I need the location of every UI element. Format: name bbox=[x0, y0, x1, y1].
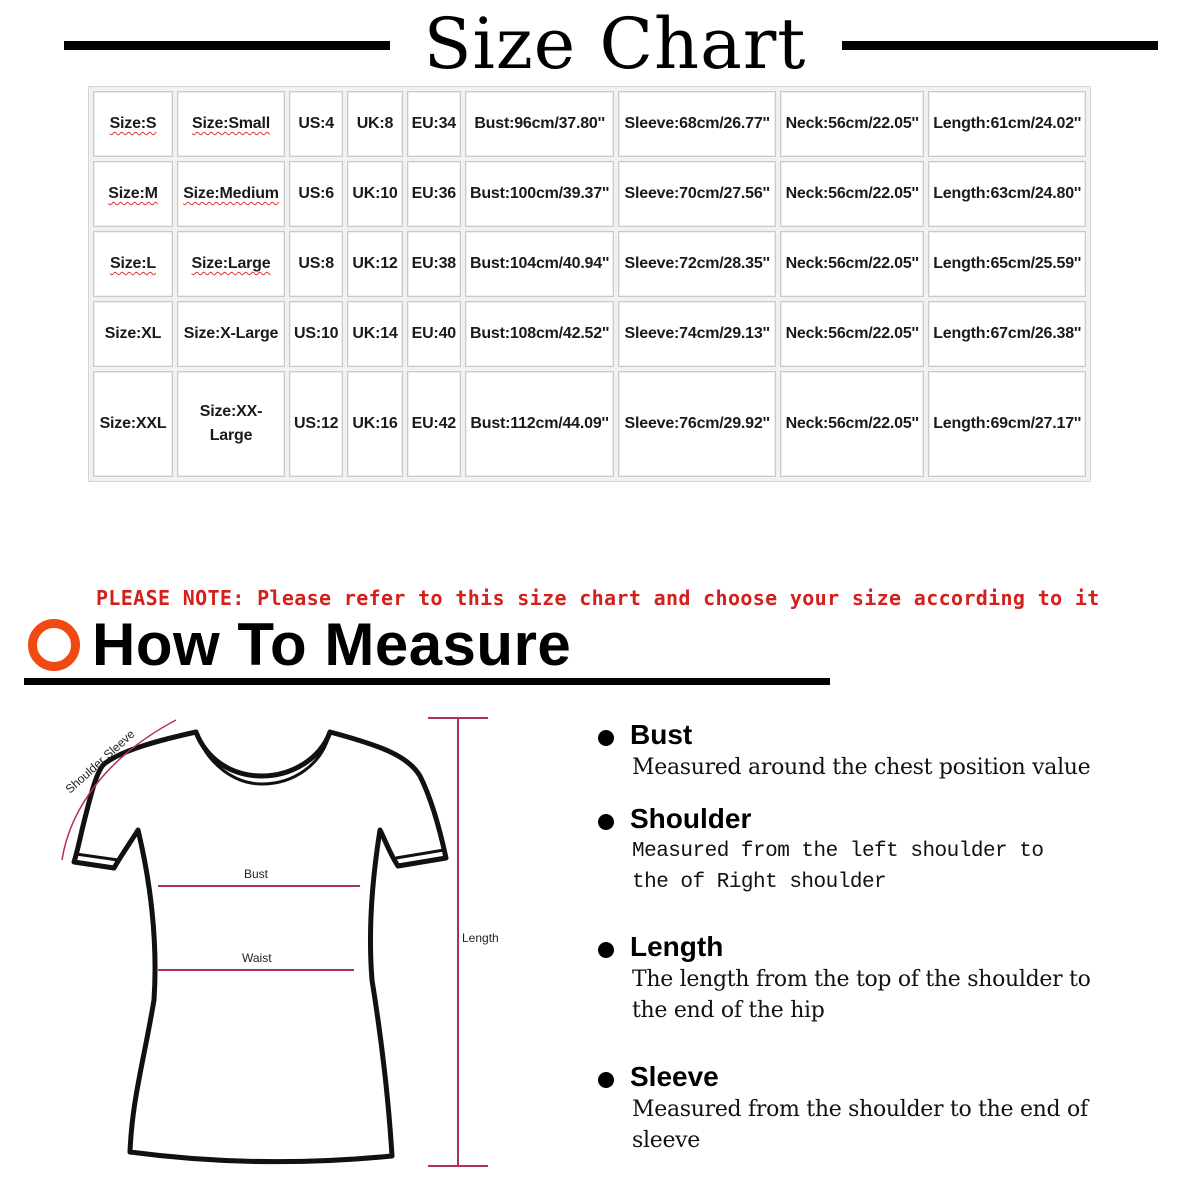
cell-sleeve: Sleeve:68cm/26.77'' bbox=[618, 91, 776, 157]
cell-bust: Bust:104cm/40.94'' bbox=[465, 231, 614, 297]
cell-uk: UK:10 bbox=[347, 161, 402, 227]
cell-size-name: Size:Large bbox=[177, 231, 285, 297]
right-sleeve-hem bbox=[396, 850, 444, 858]
cell-bust: Bust:100cm/39.37'' bbox=[465, 161, 614, 227]
cell-length: Length:69cm/27.17'' bbox=[928, 371, 1086, 477]
bullet-icon bbox=[598, 942, 614, 958]
definition-desc: Measured from the shoulder to the end of sleeve bbox=[632, 1097, 1088, 1153]
cell-us: US:12 bbox=[289, 371, 343, 477]
cell-size-name: Size:Small bbox=[177, 91, 285, 157]
cell-length: Length:67cm/26.38'' bbox=[928, 301, 1086, 367]
how-to-measure-heading: How To Measure bbox=[92, 611, 572, 678]
heading-underline bbox=[24, 678, 830, 685]
table-row bbox=[93, 371, 1086, 477]
cell-size-code: Size:S bbox=[93, 91, 173, 157]
cell-sleeve: Sleeve:70cm/27.56'' bbox=[618, 161, 776, 227]
cell-neck: Neck:56cm/22.05'' bbox=[780, 301, 924, 367]
cell-size-code: Size:M bbox=[93, 161, 173, 227]
cell-size-name: Size:Medium bbox=[177, 161, 285, 227]
definition-term: Bust bbox=[630, 719, 693, 750]
definition-term: Length bbox=[630, 931, 724, 962]
cell-us: US:6 bbox=[289, 161, 343, 227]
cell-eu: EU:34 bbox=[407, 91, 461, 157]
cell-size-code: Size:L bbox=[93, 231, 173, 297]
bullet-icon bbox=[598, 814, 614, 830]
cell-us: US:8 bbox=[289, 231, 343, 297]
title-rule-right bbox=[842, 41, 1158, 50]
title-row bbox=[0, 0, 1200, 90]
shoulder-sleeve-label: Shoulder Sleeve bbox=[62, 726, 138, 797]
cell-eu: EU:40 bbox=[407, 301, 461, 367]
cell-sleeve: Sleeve:76cm/29.92'' bbox=[618, 371, 776, 477]
cell-length: Length:63cm/24.80'' bbox=[928, 161, 1086, 227]
cell-size-code: Size:XL bbox=[93, 301, 173, 367]
bullet-icon bbox=[598, 730, 614, 746]
definition-desc: Measured from the left shoulder to the of Right shoulder bbox=[632, 840, 1044, 894]
left-sleeve-hem bbox=[76, 854, 118, 860]
waist-label: Waist bbox=[242, 951, 272, 965]
cell-sleeve: Sleeve:72cm/28.35'' bbox=[618, 231, 776, 297]
title-rule-left bbox=[64, 41, 390, 50]
cell-uk: UK:12 bbox=[347, 231, 402, 297]
cell-length: Length:61cm/24.02'' bbox=[928, 91, 1086, 157]
definition-desc: The length from the top of the shoulder to the end of the hip bbox=[632, 967, 1091, 1023]
cell-us: US:10 bbox=[289, 301, 343, 367]
cell-bust: Bust:108cm/42.52'' bbox=[465, 301, 614, 367]
definition-term: Sleeve bbox=[630, 1061, 719, 1092]
cell-bust: Bust:96cm/37.80'' bbox=[465, 91, 614, 157]
definition-desc: Measured around the chest position value bbox=[632, 755, 1091, 780]
cell-eu: EU:42 bbox=[407, 371, 461, 477]
cell-eu: EU:36 bbox=[407, 161, 461, 227]
cell-neck: Neck:56cm/22.05'' bbox=[780, 91, 924, 157]
cell-size-name: Size:XX-Large bbox=[177, 371, 285, 477]
cell-size-code: Size:XXL bbox=[93, 371, 173, 477]
table-row bbox=[93, 231, 1086, 297]
ring-icon bbox=[28, 619, 80, 671]
cell-size-name: Size:X-Large bbox=[177, 301, 285, 367]
page-title: Size Chart bbox=[423, 3, 807, 85]
cell-uk: UK:16 bbox=[347, 371, 402, 477]
table-row bbox=[93, 91, 1086, 157]
cell-neck: Neck:56cm/22.05'' bbox=[780, 161, 924, 227]
length-label: Length bbox=[462, 931, 499, 945]
tshirt-diagram-svg bbox=[0, 690, 560, 1190]
bust-label: Bust bbox=[244, 867, 269, 881]
size-note: PLEASE NOTE: Please refer to this size chart and choose your size according to it bbox=[96, 586, 1100, 610]
cell-neck: Neck:56cm/22.05'' bbox=[780, 371, 924, 477]
bullet-icon bbox=[598, 1072, 614, 1088]
size-table bbox=[88, 86, 1091, 482]
tshirt-diagram bbox=[0, 690, 560, 1190]
cell-uk: UK:8 bbox=[347, 91, 402, 157]
cell-eu: EU:38 bbox=[407, 231, 461, 297]
cell-uk: UK:14 bbox=[347, 301, 402, 367]
tshirt-outline bbox=[74, 732, 446, 1162]
cell-length: Length:65cm/25.59'' bbox=[928, 231, 1086, 297]
definition-term: Shoulder bbox=[630, 803, 752, 834]
cell-sleeve: Sleeve:74cm/29.13'' bbox=[618, 301, 776, 367]
table-row bbox=[93, 161, 1086, 227]
cell-us: US:4 bbox=[289, 91, 343, 157]
cell-neck: Neck:56cm/22.05'' bbox=[780, 231, 924, 297]
cell-bust: Bust:112cm/44.09'' bbox=[465, 371, 614, 477]
table-row bbox=[93, 301, 1086, 367]
